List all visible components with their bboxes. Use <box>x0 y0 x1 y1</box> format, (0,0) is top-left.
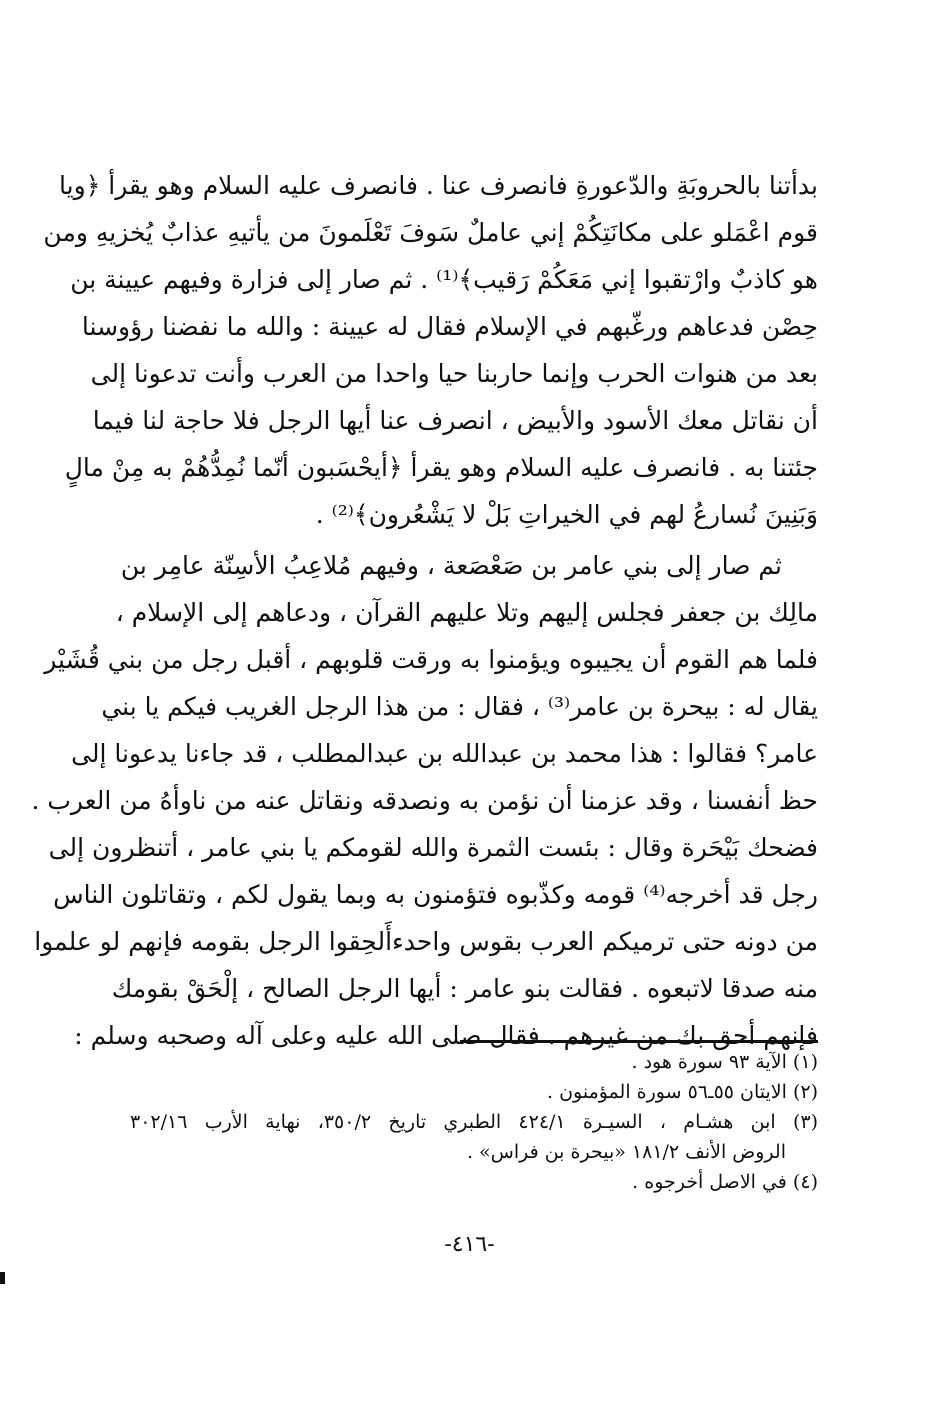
text-line: يقال له : بيحرة بن عامر⁽³⁾ ، فقال : من هذا الرجل الغريب فيكم يا بني <box>101 692 818 721</box>
text-line: مالِك بن جعفر فجلس إليهم وتلا عليهم القرآن ، ودعاهم إلى الإسلام ، <box>115 598 818 627</box>
footnotes <box>130 1047 818 1197</box>
page-number: -٤١٦- <box>444 1232 495 1257</box>
text-line: بعد من هنوات الحرب وإنما حاربنا حيا واحدا من العرب وأنت تدعونا إلى <box>90 359 818 388</box>
text-line: فلما هم القوم أن يجيبوه ويؤمنوا به ورقت قلوبهم ، أقبل رجل من بني قُشَيْر <box>44 645 818 674</box>
text-line: حِصْن فدعاهم ورغّبهم في الإسلام فقال له عيينة : والله ما نفضنا رؤوسنا <box>81 312 818 341</box>
text-line: عامر؟ فقالوا : هذا محمد بن عبدالله بن عبدالمطلب ، قد جاءنا يدعونا إلى <box>71 739 818 768</box>
text-line: وَبَنِينَ نُسارعُ لهم في الخيراتِ بَلْ لا يَشْعُرون﴾⁽²⁾ . <box>315 500 818 529</box>
scan-edge-mark <box>0 1272 5 1284</box>
text-line: بدأتنا بالحروبَةِ والدّعورةِ فانصرف عنا . فانصرف عليه السلام وهو يقرأ ﴿ويا <box>59 171 818 200</box>
text-line: هو كاذبٌ وارْتقبوا إني مَعَكُمْ رَقيب﴾⁽¹⁾ . ثم صار إلى فزارة وفيهم عيينة بن <box>70 265 818 294</box>
text-line: فضحك بَيْحَرة وقال : بئست الثمرة والله لقومكم يا بني عامر ، أتنظرون إلى <box>48 833 818 862</box>
footnote-4: (٤) في الاصل أخرجوه . <box>632 1171 818 1193</box>
text-line: من دونه حتى ترميكم العرب بقوس واحدءأَلحِقوا الرجل بقومه فإنهم لو علموا <box>34 927 818 956</box>
text-line: أن نقاتل معك الأسود والأبيض ، انصرف عنا أيها الرجل فلا حاجة لنا فيما <box>92 406 818 435</box>
footnote-divider <box>460 1040 818 1043</box>
footnote-3-continuation: الروض الأنف ١٨١/٢ «بيحرة بن فراس» . <box>466 1141 786 1163</box>
footnote-3: (٣) ابن هشـام ، السيـرة ٤٢٤/١ الطبري تاريخ ٣٥٠/٢، نهاية الأرب ٣٠٢/١٦ <box>130 1111 818 1133</box>
text-line: حظ أنفسنا ، وقد عزمنا أن نؤمن به ونصدقه ونقاتل عنه من ناوأهُ من العرب . <box>31 786 818 815</box>
text-line: ثم صار إلى بني عامر بن صَعْصَعة ، وفيهم مُلاعِبُ الأسِنّة عامِر بن <box>120 551 782 580</box>
text-line: جئتنا به . فانصرف عليه السلام وهو يقرأ ﴿أيحْسَبون أنّما نُمِدُّهُمْ به مِنْ مالٍ <box>64 453 818 482</box>
text-line: رجل قد أخرجه⁽⁴⁾ قومه وكذّبوه فتؤمنون به وبما يقول لكم ، وتقاتلون الناس <box>53 880 818 909</box>
paragraph-2 <box>31 542 818 1059</box>
text-line: قوم اعْمَلو على مكانَتِكُمْ إني عاملٌ سَوفَ تَعْلَمونَ من يأتيهِ عذابٌ يُخزيهِ ومن <box>43 218 818 247</box>
text-line: منه صدقا لاتبعوه . فقالت بنو عامر : أيها الرجل الصالح ، إلْحَقْ بقومك <box>111 974 818 1003</box>
footnote-2: (٢) الايتان ٥٥ـ٥٦ سورة المؤمنون . <box>546 1081 818 1103</box>
paragraph-1 <box>43 162 818 538</box>
text-line: فإنهم أحق بك من غيرهم . فقال صلى الله عليه وعلى آله وصحبه وسلم : <box>74 1021 818 1050</box>
footnote-1: (١) الآية ٩٣ سورة هود . <box>631 1051 818 1073</box>
